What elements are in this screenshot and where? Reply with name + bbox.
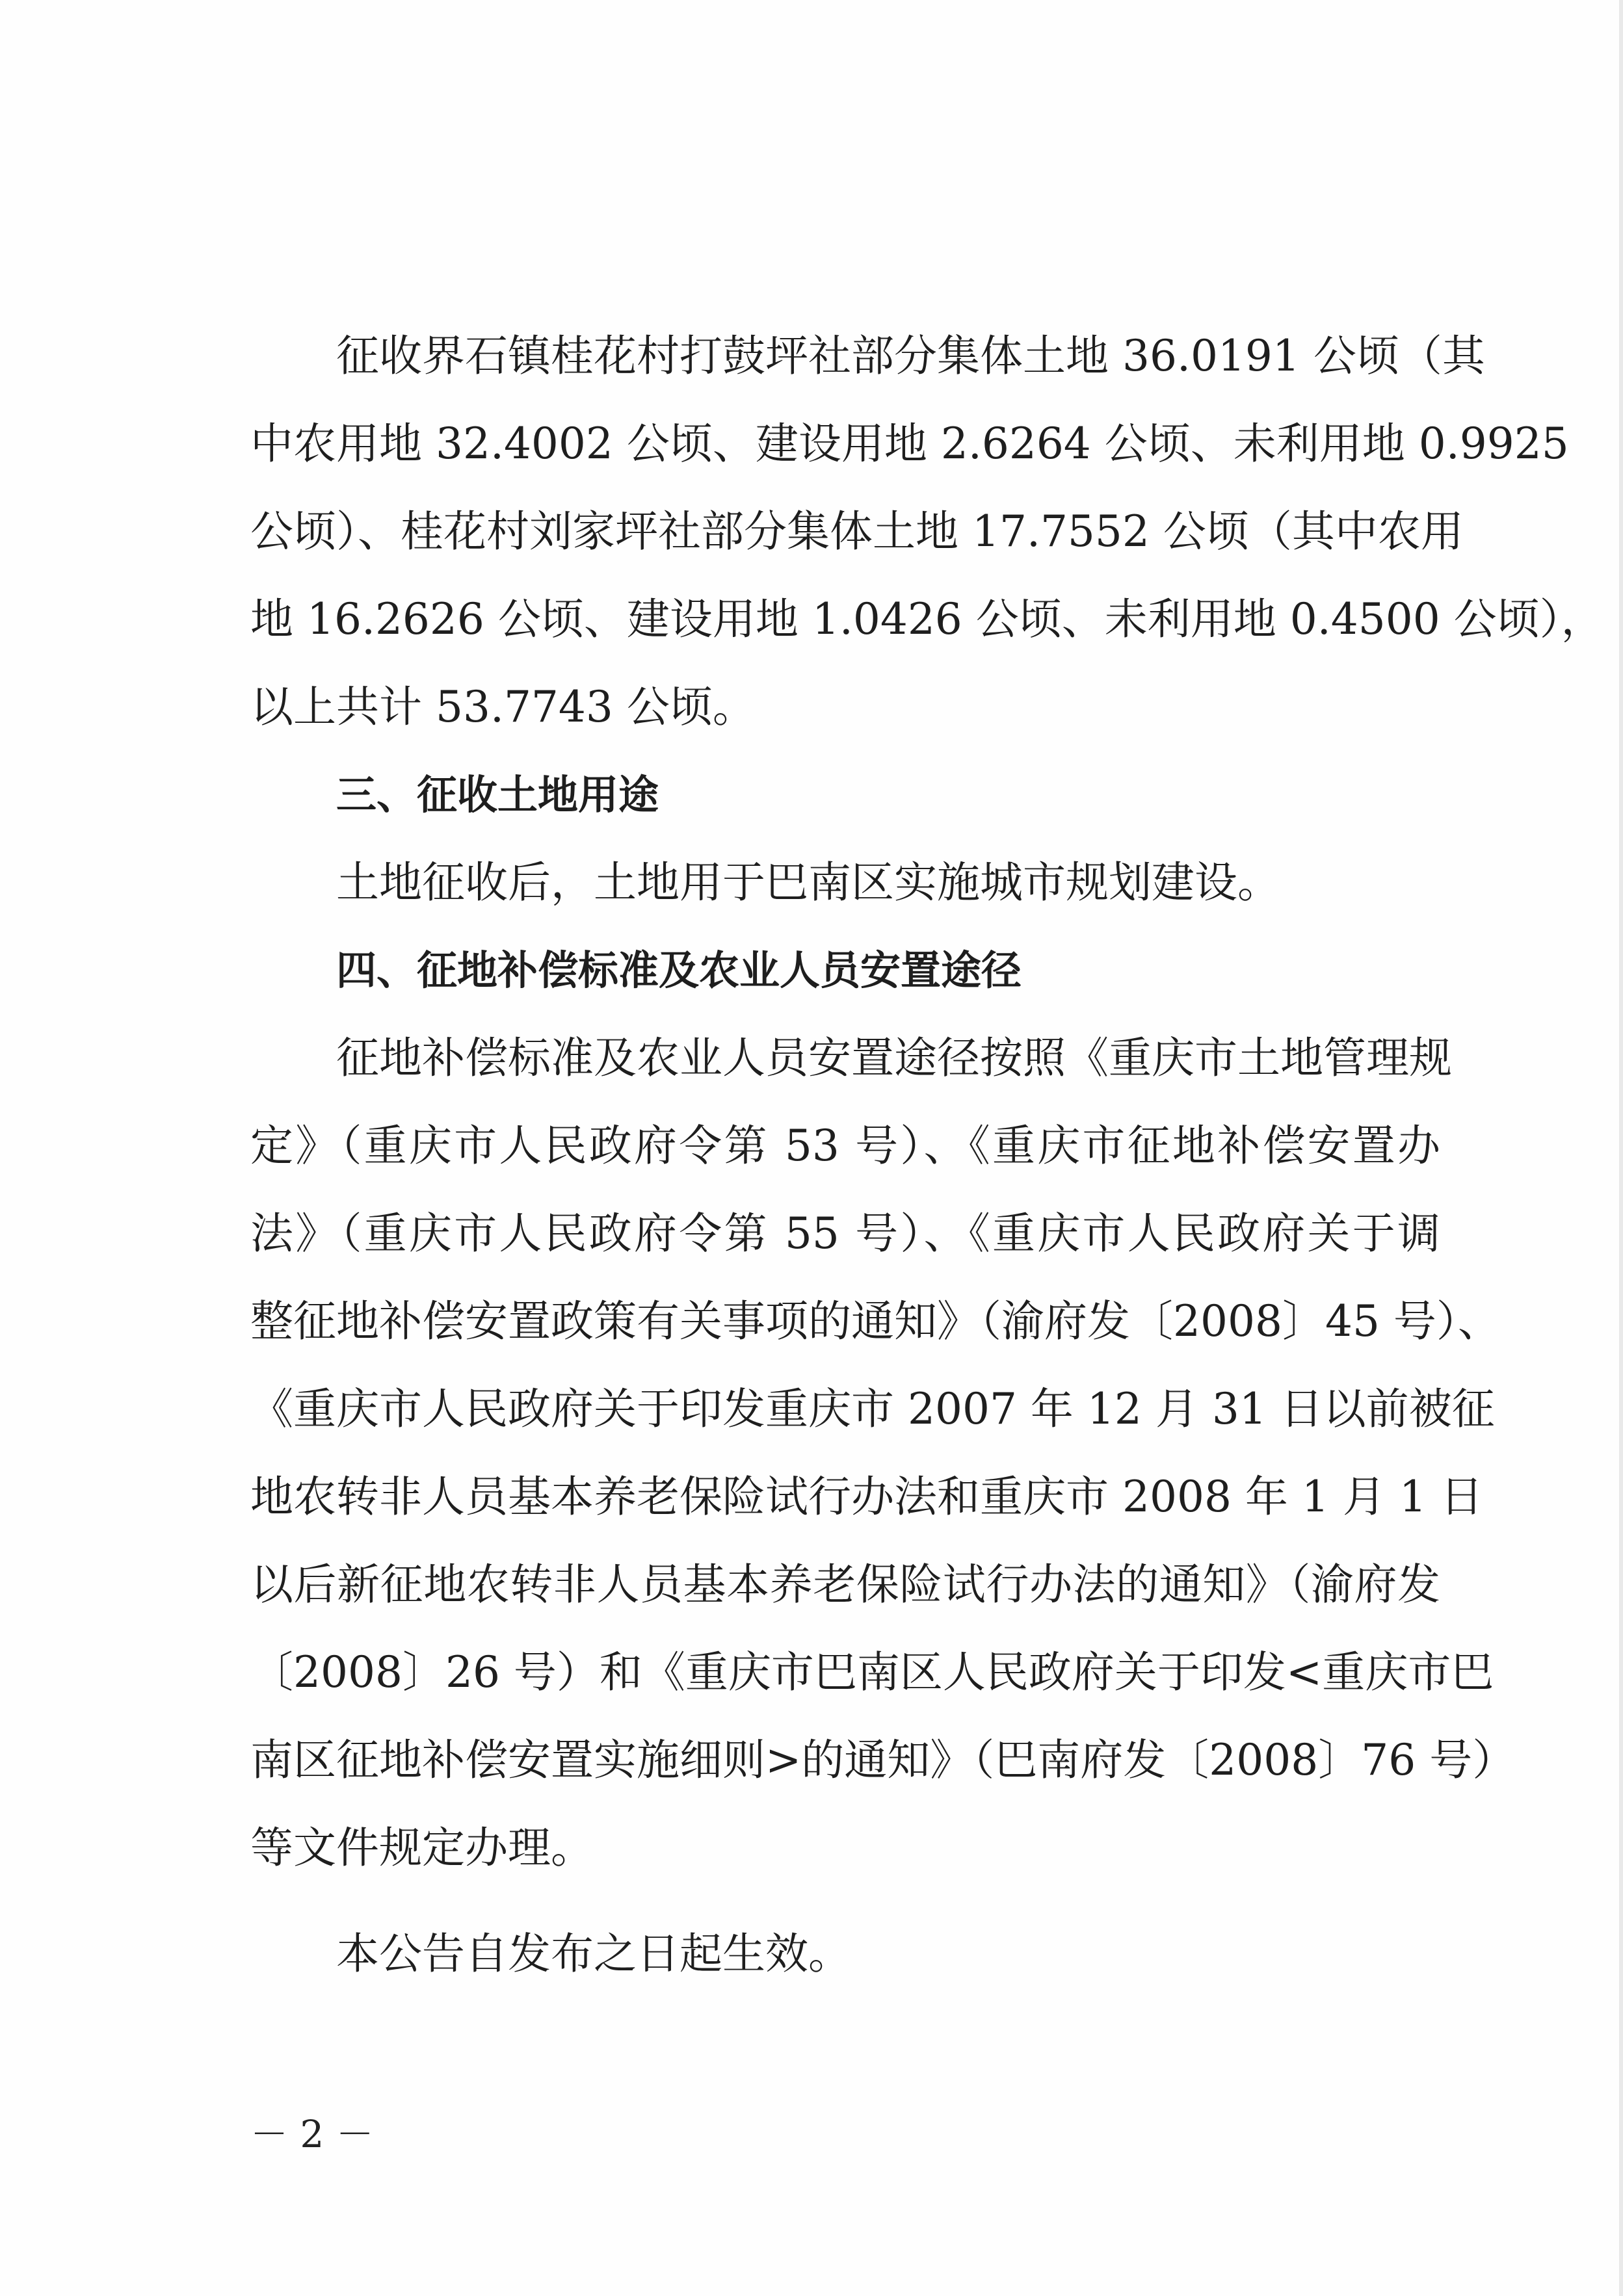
compensation-paragraph — [250, 1014, 1516, 1892]
page-number: － 2 － — [250, 2112, 374, 2156]
text-line: 公顷）、桂花村刘家坪社部分集体土地 17.7552 公顷（其中农用 — [250, 506, 1464, 556]
land-paragraph — [250, 312, 1604, 751]
section-heading-3: 三、征收土地用途 — [336, 771, 659, 818]
text-line: 征收界石镇桂花村打鼓坪社部分集体土地 36.0191 公顷（其 — [336, 331, 1485, 381]
land-use-paragraph: 土地征收后，土地用于巴南区实施城市规划建设。 — [336, 857, 1280, 907]
section-heading-4: 四、征地补偿标准及农业人员安置途径 — [336, 946, 1022, 994]
text-line: 整征地补偿安置政策有关事项的通知》（渝府发〔2008〕45 号）、 — [250, 1296, 1501, 1346]
text-line: 南区征地补偿安置实施细则>的通知》（巴南府发〔2008〕76 号） — [250, 1735, 1516, 1785]
text-line: 以后新征地农转非人员基本养老保险试行办法的通知》（渝府发 — [250, 1559, 1440, 1610]
text-line: 中农用地 32.4002 公顷、建设用地 2.6264 公顷、未利用地 0.9925 — [250, 419, 1569, 469]
text-line: 《重庆市人民政府关于印发重庆市 2007 年 12 月 31 日以前被征 — [250, 1384, 1495, 1434]
text-line: 地农转非人员基本养老保险试行办法和重庆市 2008 年 1 月 1 日 — [250, 1472, 1483, 1522]
text-line: 法》（重庆市人民政府令第 55 号）、《重庆市人民政府关于调 — [250, 1208, 1440, 1259]
body-text — [250, 312, 1604, 1998]
text-line: 地 16.2626 公顷、建设用地 1.0426 公顷、未利用地 0.4500 公顷）， — [250, 594, 1604, 644]
text-line: 〔2008〕26 号）和《重庆市巴南区人民政府关于印发<重庆市巴 — [250, 1647, 1494, 1697]
text-line: 以上共计 53.7743 公顷。 — [250, 682, 756, 732]
effective-date-paragraph: 本公告自发布之日起生效。 — [336, 1929, 851, 1979]
scan-edge-shadow — [1619, 0, 1623, 2296]
text-line: 定》（重庆市人民政府令第 53 号）、《重庆市征地补偿安置办 — [250, 1121, 1440, 1171]
text-line: 等文件规定办理。 — [250, 1823, 594, 1873]
text-line: 征地补偿标准及农业人员安置途径按照《重庆市土地管理规 — [336, 1033, 1452, 1083]
